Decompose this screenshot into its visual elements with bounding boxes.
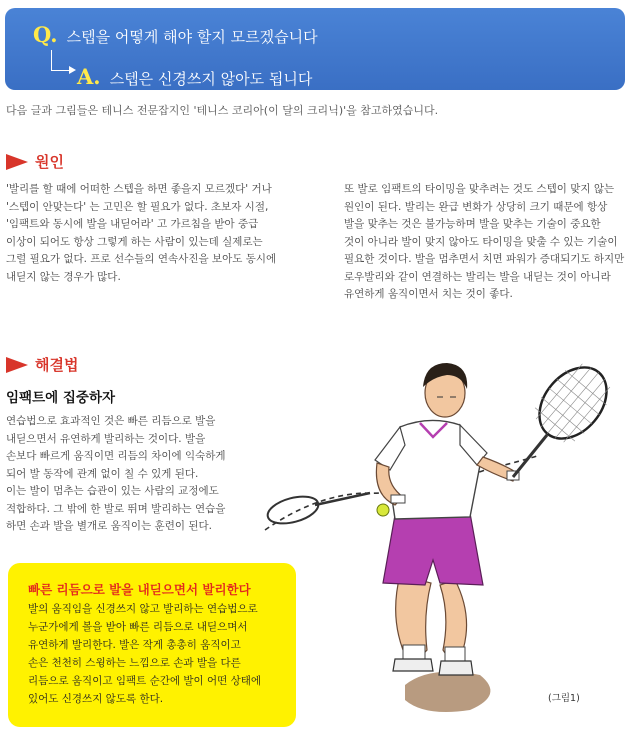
- paragraph-line: 발을 맞추는 것은 불가능하며 발을 맞추는 기술이 중요한: [344, 218, 601, 230]
- answer-line: [77, 64, 312, 89]
- paragraph-line: 이는 발이 멈추는 습관이 있는 사람의 교정에도: [6, 485, 219, 497]
- question-text: 스텝을 어떻게 해야 할지 모르겠습니다: [66, 28, 318, 46]
- solution-subtitle: 임팩트에 집중하자: [6, 390, 116, 406]
- paragraph-line: 리듬으로 움직이고 임팩트 순간에 발이 어떤 상태에: [28, 675, 262, 687]
- qa-banner: [5, 8, 625, 90]
- paragraph-line: '스텝이 안맞는다' 는 고민은 할 필요가 없다. 초보자 시절,: [6, 200, 269, 213]
- paragraph-line: 있어도 신경쓰지 않도록 한다.: [28, 693, 164, 705]
- paragraph-line: 누군가에게 볼을 받아 빠른 리듬으로 내딛으며서: [28, 621, 248, 633]
- paragraph-line: 또 발로 임팩트의 타이밍을 맞추려는 것도 스텝이 맞지 않는: [344, 183, 615, 195]
- answer-text: 스텝은 신경쓰지 않아도 됩니다: [109, 70, 313, 88]
- legs: [393, 575, 473, 675]
- solution-paragraph: [6, 413, 226, 536]
- cause-left-paragraph: [6, 181, 276, 286]
- paragraph-line: '발리를 할 때에 어떠한 스텝을 하면 좋을지 모르겠다' 거나: [6, 183, 272, 195]
- court-shadow: [405, 672, 490, 712]
- paragraph-line: 손보다 빠르게 움직이면 리듬의 차이에 익숙하게: [6, 450, 226, 462]
- paragraph-line: 것이 아니라 발이 맞지 않아도 타이밍을 맞출 수 있는 기술이: [344, 235, 618, 248]
- tip-box-body: [28, 600, 261, 708]
- question-line: [33, 22, 318, 47]
- paragraph-line: 원인이 된다. 발리는 완급 변화가 상당히 크기 때문에 항상: [344, 200, 608, 213]
- q-mark: Q.: [33, 22, 58, 47]
- cause-right-paragraph: [344, 181, 624, 304]
- paragraph-line: 유연하게 움직이면서 치는 것이 좋다.: [344, 288, 513, 300]
- paragraph-line: 그럴 필요가 없다. 프로 선수들의 연속사진을 보아도 동시에: [6, 253, 277, 265]
- paragraph-line: 내딛으면서 유연하게 발리하는 것이다. 발을: [6, 432, 206, 445]
- tennis-ball-icon: [377, 504, 389, 516]
- head: [423, 363, 467, 417]
- paragraph-line: 로우발리와 같이 연결하는 발리는 발을 내딛는 것이 아니라: [344, 270, 611, 283]
- paragraph-line: '임팩트와 동시에 발을 내딛어라' 고 가르침을 받아 중급: [6, 218, 259, 230]
- paragraph-line: 필요한 것이다. 발을 멈추면서 치면 파워가 증대되기도 하지만: [344, 253, 625, 265]
- paragraph-line: 연습법으로 효과적인 것은 빠른 리듬으로 발을: [6, 415, 216, 427]
- paragraph-line: 손은 천천히 스윙하는 느낌으로 손과 발을 다른: [28, 657, 241, 669]
- paragraph-line: 하면 손과 발을 별개로 움직이는 훈련이 된다.: [6, 520, 212, 532]
- racket-ghost-icon: [265, 492, 370, 529]
- wristband: [391, 495, 405, 503]
- tennis-racket-icon: [513, 354, 620, 477]
- tip-box-title: 빠른 리듬으로 발을 내딛으면서 발리한다: [28, 582, 251, 597]
- paragraph-line: 이상이 되어도 항상 그렇게 하는 사람이 있는데 실제로는: [6, 235, 263, 248]
- paragraph-line: 유연하게 발리한다. 발은 작게 총총히 움직이고: [28, 639, 241, 651]
- paragraph-line: 내딛지 않는 경우가 많다.: [6, 270, 121, 283]
- tennis-player-illustration: [255, 345, 627, 725]
- cause-heading: [6, 151, 64, 172]
- paragraph-line: 적합하다. 그 밖에 한 발로 뛰며 발리하는 연습을: [6, 502, 226, 515]
- intro-text: 다음 글과 그림들은 테니스 전문잡지인 '테니스 코리아(이 달의 크리닉)'을 참고하였습니다.: [6, 104, 439, 117]
- answer-arrow-icon: [69, 66, 76, 74]
- paragraph-line: 되어 발 동작에 관계 없이 칠 수 있게 된다.: [6, 467, 199, 480]
- solution-heading: [6, 354, 78, 375]
- a-mark: A.: [77, 64, 101, 89]
- figure-caption: (그림1): [548, 693, 580, 704]
- red-arrow-icon: [6, 357, 28, 373]
- paragraph-line: 발의 움직임을 신경쓰지 않고 발리하는 연습법으로: [28, 603, 258, 615]
- shorts: [383, 513, 483, 585]
- cause-heading-label: 원인: [35, 153, 64, 171]
- solution-heading-label: 해결법: [35, 356, 79, 374]
- red-arrow-icon: [6, 154, 28, 170]
